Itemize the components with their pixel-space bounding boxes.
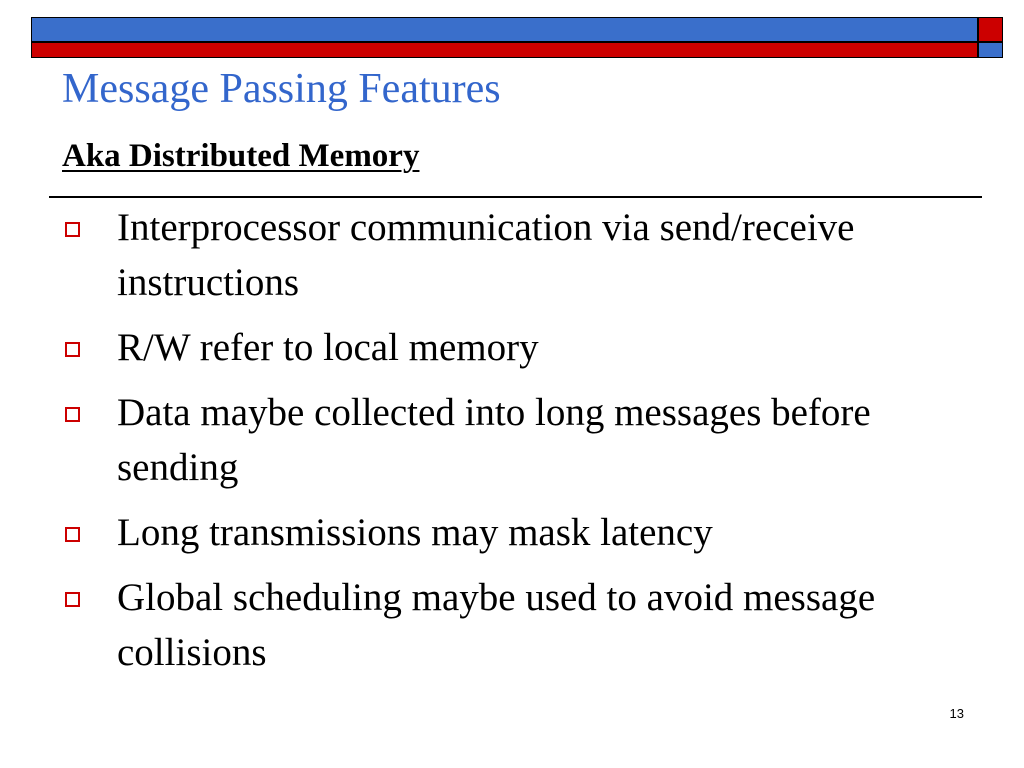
bullet-text: Global scheduling maybe used to avoid message collisions [117, 576, 876, 674]
hollow-square-bullet-icon [65, 342, 80, 357]
hollow-square-bullet-icon [65, 592, 80, 607]
hollow-square-bullet-icon [65, 222, 80, 237]
slide-title: Message Passing Features [62, 66, 501, 112]
bullet-list [62, 200, 962, 690]
header-square-blue [978, 42, 1003, 58]
bullet-item [62, 505, 962, 560]
header-bar-red [31, 42, 978, 58]
bullet-text: Long transmissions may mask latency [117, 511, 713, 554]
header-square-red [978, 17, 1003, 42]
slide-subtitle: Aka Distributed Memory [62, 138, 420, 174]
bullet-item [62, 570, 962, 680]
page-number: 13 [949, 706, 964, 721]
bullet-item [62, 200, 962, 310]
hollow-square-bullet-icon [65, 407, 80, 422]
bullet-text: Data maybe collected into long messages before sending [117, 391, 871, 489]
bullet-text: R/W refer to local memory [117, 326, 539, 369]
title-divider [49, 196, 982, 198]
bullet-text: Interprocessor communication via send/receive instructions [117, 206, 855, 304]
header-bar-blue [31, 17, 978, 42]
hollow-square-bullet-icon [65, 527, 80, 542]
bullet-item [62, 385, 962, 495]
bullet-item [62, 320, 962, 375]
